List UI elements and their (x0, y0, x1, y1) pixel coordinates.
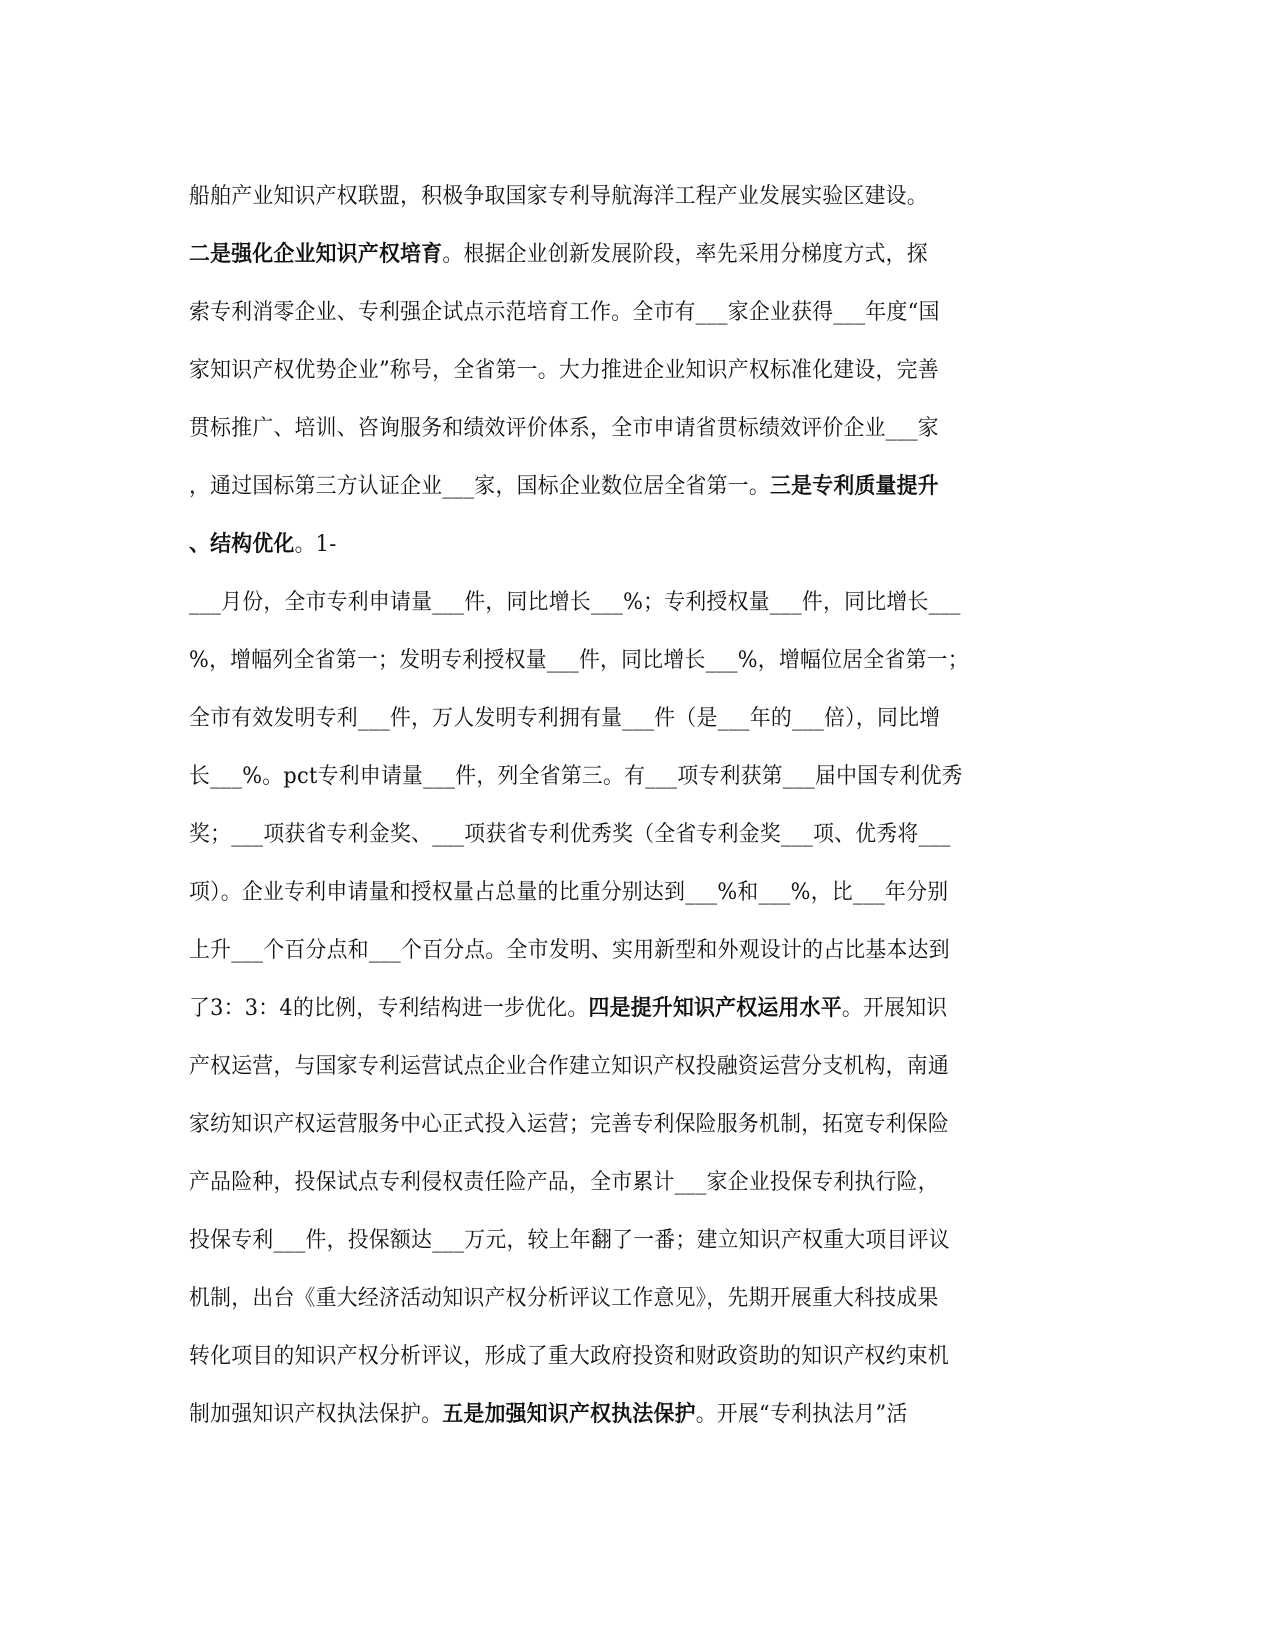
text-line (189, 458, 1041, 516)
text-line (189, 980, 1041, 1038)
text-segment: ___月份，全市专利申请量___件，同比增长___%；专利授权量___件，同比增长___ (189, 590, 961, 615)
text-line (189, 1212, 1041, 1270)
text-segment: 。开展知识 (841, 996, 948, 1021)
text-line (189, 1096, 1041, 1154)
text-line (189, 632, 1041, 690)
text-line (189, 168, 1041, 226)
text-line (189, 690, 1041, 748)
text-segment: 家知识产权优势企业”称号，全省第一。大力推进企业知识产权标准化建设，完善 (189, 358, 939, 383)
text-segment: 贯标推广、培训、咨询服务和绩效评价体系，全市申请省贯标绩效评价企业___家 (189, 416, 939, 441)
text-line (189, 864, 1041, 922)
text-line (189, 342, 1041, 400)
text-segment: ，通过国标第三方认证企业___家，国标企业数位居全省第一。 (189, 474, 770, 499)
text-segment: 上升___个百分点和___个百分点。全市发明、实用新型和外观设计的占比基本达到 (189, 938, 950, 963)
text-segment: 长___%。pct专利申请量___件，列全省第三。有___项专利获第___届中国专利优秀 (189, 764, 963, 789)
text-segment: 索专利消零企业、专利强企试点示范培育工作。全市有___家企业获得___年度“国 (189, 300, 940, 325)
text-segment: 奖；___项获省专利金奖、___项获省专利优秀奖（全省专利金奖___项、优秀将___ (189, 822, 951, 847)
text-segment: 船舶产业知识产权联盟，积极争取国家专利导航海洋工程产业发展实验区建设。 (189, 184, 928, 209)
text-line (189, 226, 1041, 284)
text-line (189, 1038, 1041, 1096)
text-line (189, 748, 1041, 806)
text-segment: 。开展“专利执法月”活 (695, 1402, 908, 1427)
text-segment: 家纺知识产权运营服务中心正式投入运营；完善专利保险服务机制，拓宽专利保险 (189, 1112, 950, 1137)
text-segment: 制加强知识产权执法保护。 (189, 1402, 443, 1427)
text-line (189, 1386, 1041, 1444)
text-line (189, 516, 1041, 574)
text-segment: 了3：3：4的比例，专利结构进一步优化。 (189, 996, 589, 1021)
text-line (189, 806, 1041, 864)
text-segment: 全市有效发明专利___件，万人发明专利拥有量___件（是___年的___倍），同比增 (189, 706, 941, 731)
text-segment: 投保专利___件，投保额达___万元，较上年翻了一番；建立知识产权重大项目评议 (189, 1228, 950, 1253)
bold-heading-phrase: 四是提升知识产权运用水平 (588, 996, 842, 1021)
text-line (189, 1154, 1041, 1212)
document-body (189, 168, 1089, 1444)
text-line (189, 574, 1041, 632)
text-line (189, 400, 1041, 458)
bold-heading-phrase: 二是强化企业知识产权培育 (189, 242, 443, 267)
text-line (189, 1270, 1041, 1328)
text-segment: 。1- (294, 532, 337, 557)
text-segment: 产权运营，与国家专利运营试点企业合作建立知识产权投融资运营分支机构，南通 (189, 1054, 950, 1079)
text-segment: %，增幅列全省第一；发明专利授权量___件，同比增长___%，增幅位居全省第一； (189, 648, 969, 673)
text-segment: 。根据企业创新发展阶段，率先采用分梯度方式，探 (442, 242, 928, 267)
text-segment: 项）。企业专利申请量和授权量占总量的比重分别达到___%和___%，比___年分别 (189, 880, 949, 905)
text-line (189, 284, 1041, 342)
text-line (189, 922, 1041, 980)
bold-heading-phrase: 五是加强知识产权执法保护 (442, 1402, 696, 1427)
text-line (189, 1328, 1041, 1386)
bold-heading-phrase: 三是专利质量提升 (769, 474, 939, 499)
bold-heading-phrase: 、结构优化 (189, 532, 295, 557)
text-segment: 产品险种，投保试点专利侵权责任险产品，全市累计___家企业投保专利执行险， (189, 1170, 939, 1195)
text-segment: 机制，出台《重大经济活动知识产权分析评议工作意见》，先期开展重大科技成果 (189, 1286, 939, 1311)
text-segment: 转化项目的知识产权分析评议，形成了重大政府投资和财政资助的知识产权约束机 (189, 1344, 950, 1369)
